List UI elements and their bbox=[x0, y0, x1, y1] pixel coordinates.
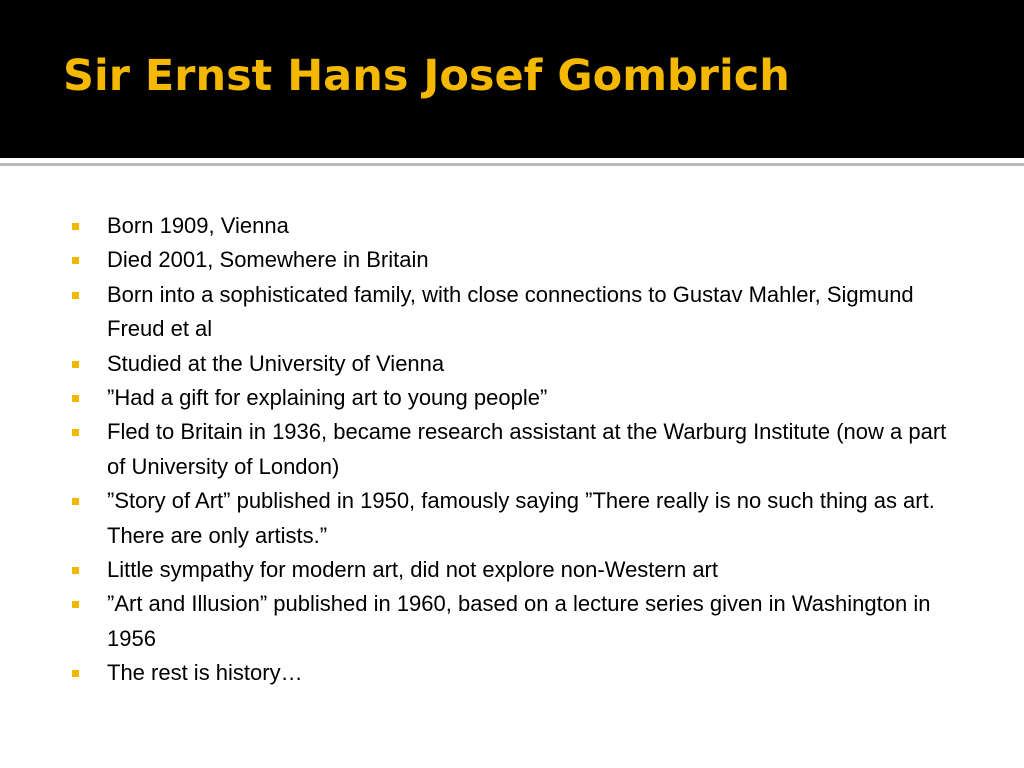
slide-title: Sir Ernst Hans Josef Gombrich bbox=[63, 51, 790, 101]
bullet-item-history bbox=[70, 656, 970, 690]
bullet-text: Little sympathy for modern art, did not explore non-Western art bbox=[107, 557, 718, 583]
bullet-item-gift bbox=[70, 381, 970, 415]
bullet-text: ”Story of Art” published in 1950, famously saying ”There really is no such thing as art. There are only artists.” bbox=[107, 488, 935, 548]
bullet-text: Died 2001, Somewhere in Britain bbox=[107, 247, 429, 273]
bullet-list bbox=[70, 209, 970, 691]
bullet-text: ”Art and Illusion” published in 1960, based on a lecture series given in Washington in 1956 bbox=[107, 591, 931, 651]
bullet-text: ”Had a gift for explaining art to young people” bbox=[107, 385, 548, 411]
square-bullet-icon bbox=[72, 670, 79, 677]
bullet-item-family bbox=[70, 278, 970, 347]
bullet-item-studied bbox=[70, 347, 970, 381]
bullet-text: The rest is history… bbox=[107, 660, 303, 686]
square-bullet-icon bbox=[72, 257, 79, 264]
square-bullet-icon bbox=[72, 567, 79, 574]
square-bullet-icon bbox=[72, 498, 79, 505]
bullet-text: Fled to Britain in 1936, became research assistant at the Warburg Institute (now a part of University of London) bbox=[107, 419, 947, 479]
bullet-item-modern-art bbox=[70, 553, 970, 587]
bullet-text: Born 1909, Vienna bbox=[107, 213, 289, 238]
square-bullet-icon bbox=[72, 429, 79, 436]
square-bullet-icon bbox=[72, 361, 79, 368]
bullet-item-story-of-art bbox=[70, 484, 970, 553]
bullet-text: Born into a sophisticated family, with close connections to Gustav Mahler, Sigmund Freud et al bbox=[107, 281, 914, 342]
bullet-item-fled bbox=[70, 415, 970, 484]
bullet-item-art-and-illusion bbox=[70, 587, 970, 656]
bullet-text: Studied at the University of Vienna bbox=[107, 350, 445, 376]
bullet-item-died bbox=[70, 243, 970, 277]
square-bullet-icon bbox=[72, 292, 79, 299]
divider-line-gray bbox=[0, 163, 1024, 166]
square-bullet-icon bbox=[72, 601, 79, 608]
square-bullet-icon bbox=[72, 395, 79, 402]
bullet-item-born bbox=[70, 209, 970, 243]
divider-line bbox=[0, 158, 1024, 162]
square-bullet-icon bbox=[72, 223, 79, 230]
title-bar bbox=[0, 0, 1024, 158]
